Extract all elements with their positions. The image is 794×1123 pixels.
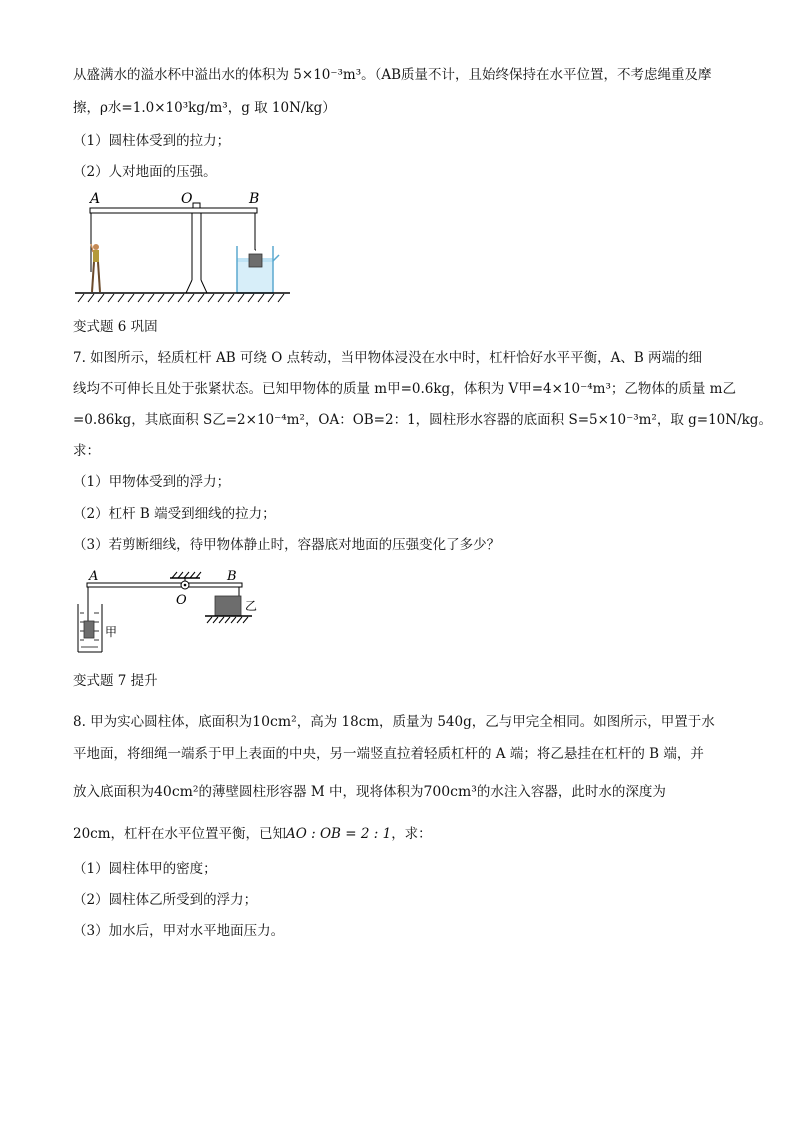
figure-7-label-b: B	[227, 569, 237, 584]
figure-6-label-a: A	[90, 191, 101, 207]
problem-8-line-3	[73, 783, 666, 801]
problem-7-line-2: 线均不可伸长且处于张紧状态。已知甲物体的质量 m甲=0.6kg，体积为 V甲=4×10⁻⁴m³；乙物体的质量 m乙	[73, 381, 736, 397]
problem-7-question-1: （1）甲物体受到的浮力；	[73, 474, 231, 490]
figure-7-diagram	[72, 566, 272, 660]
problem-7-question-2: （2）杠杆 B 端受到细线的拉力；	[73, 506, 276, 522]
figure-7-label-o: O	[176, 593, 187, 608]
problem-8-line-1-a: 8. 甲为实心圆柱体，底面积为	[73, 714, 253, 730]
problem-8-line-4-a: 20cm，杠杆在水平位置平衡，已知	[73, 826, 287, 842]
figure-6-label-b: B	[249, 191, 260, 207]
section-7-caption: 变式题 7 提升	[73, 673, 158, 689]
problem-8-question-1: （1）圆柱体甲的密度；	[73, 861, 217, 877]
problem-7-line-1: 7. 如图所示，轻质杠杆 AB 可绕 O 点转动，当甲物体浸没在水中时，杠杆恰好水平平衡，A、B 两端的细	[73, 350, 703, 366]
problem-8-area-2: 40cm²	[154, 784, 199, 800]
figure-6-label-o: O	[181, 191, 193, 207]
intro-question-1: （1）圆柱体受到的拉力；	[73, 133, 231, 149]
figure-6-diagram	[70, 188, 295, 310]
intro-question-2: （2）人对地面的压强。	[73, 164, 217, 180]
problem-8-line-2: 平地面，将细绳一端系于甲上表面的中央，另一端竖直拉着轻质杠杆的 A 端；将乙悬挂在杠杆的 B 端，并	[73, 746, 704, 762]
problem-7-line-3: =0.86kg，其底面积 S乙=2×10⁻⁴m²，OA：OB=2：1，圆柱形水容器的底面积 S=5×10⁻³m²，取 g=10N/kg。	[73, 412, 772, 428]
problem-8-line-3-c: 的水注入容器，此时水的深度为	[476, 784, 666, 800]
problem-8-area-1: 10cm²	[252, 714, 297, 730]
problem-8-line-1	[73, 713, 715, 731]
problem-8-question-2: （2）圆柱体乙所受到的浮力；	[73, 892, 258, 908]
water-container	[78, 604, 102, 652]
intro-line-1: 从盛满水的溢水杯中溢出水的体积为 5×10⁻³m³。（AB质量不计，且始终保持在水平位置，不考虑绳重及摩	[73, 67, 712, 83]
problem-7-line-4: 求：	[73, 443, 100, 459]
problem-8-question-3: （3）加水后，甲对水平地面压力。	[73, 923, 285, 939]
problem-8-line-4	[73, 825, 432, 843]
problem-8-volume: 700cm³	[423, 784, 477, 800]
person-icon	[91, 244, 100, 292]
problem-8-line-3-a: 放入底面积为	[73, 784, 154, 800]
overflow-cup	[237, 246, 279, 293]
figure-7-label-a: A	[89, 569, 99, 584]
problem-8-line-1-b: ，高为 18cm，质量为 540g，乙与甲完全相同。如图所示，甲置于水	[296, 714, 715, 730]
problem-8-line-4-b: ，求：	[391, 826, 432, 842]
problem-8-ratio: AO : OB = 2 : 1	[286, 826, 392, 842]
problem-8-line-3-b: 的薄壁圆柱形容器 M 中，现将体积为	[198, 784, 424, 800]
problem-7-question-3: （3）若剪断细线，待甲物体静止时，容器底对地面的压强变化了多少？	[73, 537, 501, 553]
figure-7-label-yi: 乙	[245, 599, 258, 613]
intro-line-2: 擦，ρ水=1.0×10³kg/m³，g 取 10N/kg）	[73, 100, 336, 116]
figure-7-label-jia: 甲	[105, 625, 118, 639]
section-6-caption: 变式题 6 巩固	[73, 319, 158, 335]
